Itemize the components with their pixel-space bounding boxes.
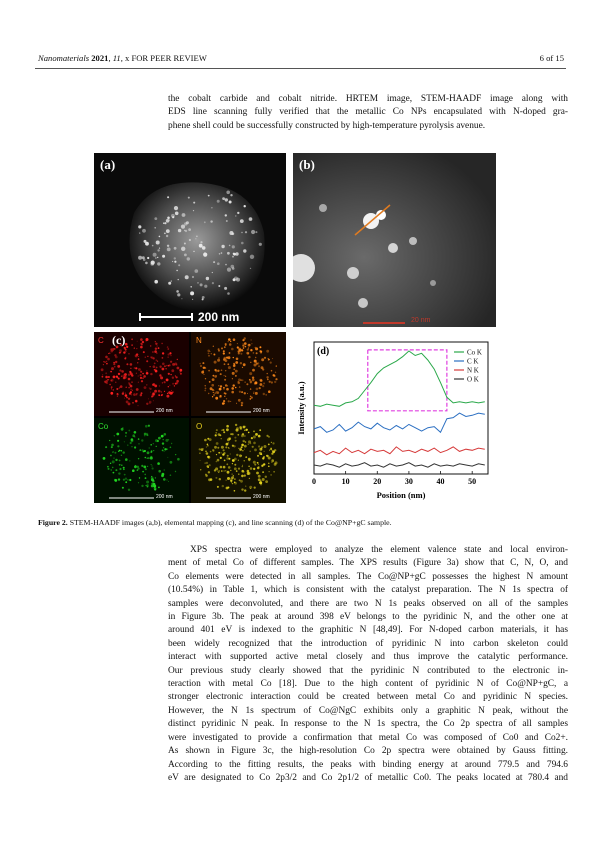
scale-bar-b-label: 20 nm (411, 317, 431, 324)
elemental-maps (94, 332, 286, 503)
x-axis-label: Position (nm) (376, 490, 426, 500)
map-scale-1: 200 nm (156, 408, 173, 414)
legend-entry: Co K (467, 348, 482, 357)
map-scale-4: 200 nm (253, 494, 270, 500)
text-line: Co elements were detected in all samples. The Co@NP+gC possesses the highest N amount (168, 571, 568, 582)
scale-bar-a (139, 316, 193, 318)
caption-text: STEM-HAADF images (a,b), elemental mapping (c), and line scanning (d) of the Co@NP+gC sample. (67, 518, 392, 527)
text-line: phene shell could be successfully constructed by high-temperature pyrolysis avenue. (168, 120, 486, 131)
line-scan-plot (292, 332, 498, 504)
figure-caption (38, 518, 392, 527)
text-line: According to the fitting results, the peaks with binding energy at around 779.5 and 794.6 (168, 759, 568, 770)
x-tick-label: 0 (312, 477, 316, 486)
elemental-mapping-grid (94, 332, 286, 503)
running-header (38, 53, 564, 67)
legend-entry: C K (467, 357, 479, 366)
haadf-zoom-image (293, 153, 496, 327)
highlight-box (368, 350, 447, 411)
panel-a-label: (a) (100, 157, 116, 172)
journal-citation: Nanomaterials 2021, 11, x FOR PEER REVIEW (38, 53, 207, 63)
panel-c-label: (c) (112, 333, 126, 347)
scale-bar-a-label: 200 nm (198, 310, 240, 324)
panel-b-label: (b) (299, 157, 315, 172)
text-line: However, the N 1s spectrum of Co@NgC exhibits only a graphitic N peak, without the (168, 705, 568, 716)
text-line: Our previous study clearly showed that the pyridinic N contributed to the electronic in- (168, 665, 568, 676)
caption-label: Figure 2. (38, 518, 68, 527)
journal-year: 2021 (91, 53, 109, 63)
text-line: distinct pyridinic N peak. In response to the N 1s spectra, the Co 2p spectra of all samples (168, 719, 568, 730)
text-line: were investigated to provide a confirmation that metal Co was composed of Co0 and Co2+. (168, 732, 568, 743)
line-scan-chart (292, 332, 498, 504)
series-line-n-k (314, 447, 485, 455)
stem-haadf-image-b (293, 153, 496, 327)
page-number: 6 of 15 (539, 53, 564, 63)
map-scale-3: 200 nm (156, 494, 173, 500)
text-line: As shown in Figure 3c, the high-resolution Co 2p spectra were obtained by Gauss fitting. (168, 746, 568, 757)
x-tick-label: 30 (404, 477, 413, 486)
series-line-c-k (314, 413, 485, 432)
map-label-o: O (196, 422, 203, 431)
text-line: EDS line scanning fully verified that the metallic Co NPs encapsulated with N-doped gra- (168, 107, 568, 118)
map-label-co: Co (98, 422, 109, 431)
scale-bar-a-right (191, 313, 193, 321)
text-line: in Figure 3b. The peak at around 398 eV belongs to the pyridinic N, and the other one at (168, 612, 568, 623)
journal-volume: 11 (112, 53, 121, 63)
plot-frame (314, 342, 488, 474)
text-line: interact with supported active metal closely and thus improve the catalytic performance. (168, 652, 568, 663)
series-line-o-k (314, 463, 485, 468)
header-rule (35, 68, 566, 69)
text-line: been widely recognized that the introduction of pyridinic N into carbon skeleton could (168, 638, 568, 649)
journal-name: Nanomaterials (38, 53, 90, 63)
text-line: eV are designated to Co 2p3/2 and Co 2p1/2 of metallic Co0. The peaks located at 780.4 and (168, 772, 568, 783)
x-tick-label: 10 (341, 477, 350, 486)
text-line: XPS spectra were employed to analyze the element valence state and local environ- (190, 545, 568, 555)
panel-d-label: (d) (317, 346, 330, 357)
legend-entry: O K (467, 375, 479, 384)
legend-entry: N K (467, 366, 479, 375)
y-axis-label: Intensity (a.u.) (296, 381, 306, 435)
x-tick-label: 50 (468, 477, 477, 486)
map-scale-2: 200 nm (253, 408, 270, 414)
map-label-n: N (196, 336, 202, 345)
map-label-c: C (98, 336, 104, 345)
text-line: teraction with metal Co [18]. Due to the high content of pyridinic N of Co@NP+gC, a (168, 679, 568, 690)
stem-haadf-image-a (94, 153, 286, 327)
x-tick-label: 40 (436, 477, 445, 486)
body-paragraph (168, 544, 568, 785)
text-line: around 401 eV is indexed to the graphitic N [48,49]. For N-doped carbon materials, it has (168, 625, 568, 636)
text-line: the cobalt carbide and cobalt nitride. HRTEM image, STEM-HAADF image along with (168, 94, 568, 104)
intro-paragraph (168, 93, 568, 133)
text-line: ment of metal Co of different samples. The XPS results (Figure 3a) show that C, N, O, and (168, 558, 568, 569)
x-tick-label: 20 (373, 477, 382, 486)
text-line: stronger electronic interaction could be created between metal Co and pyridinic N species. (168, 692, 568, 703)
haadf-particle-cluster (94, 153, 286, 327)
review-note: , x FOR PEER REVIEW (120, 53, 207, 63)
text-line: samples were deconvoluted, and there are two N 1s peaks observed on all of the samples (168, 598, 568, 609)
text-line: (10.54%) in Table 1, which is consistent with the catalyst preparation. The N 1s spectra of (168, 585, 568, 596)
